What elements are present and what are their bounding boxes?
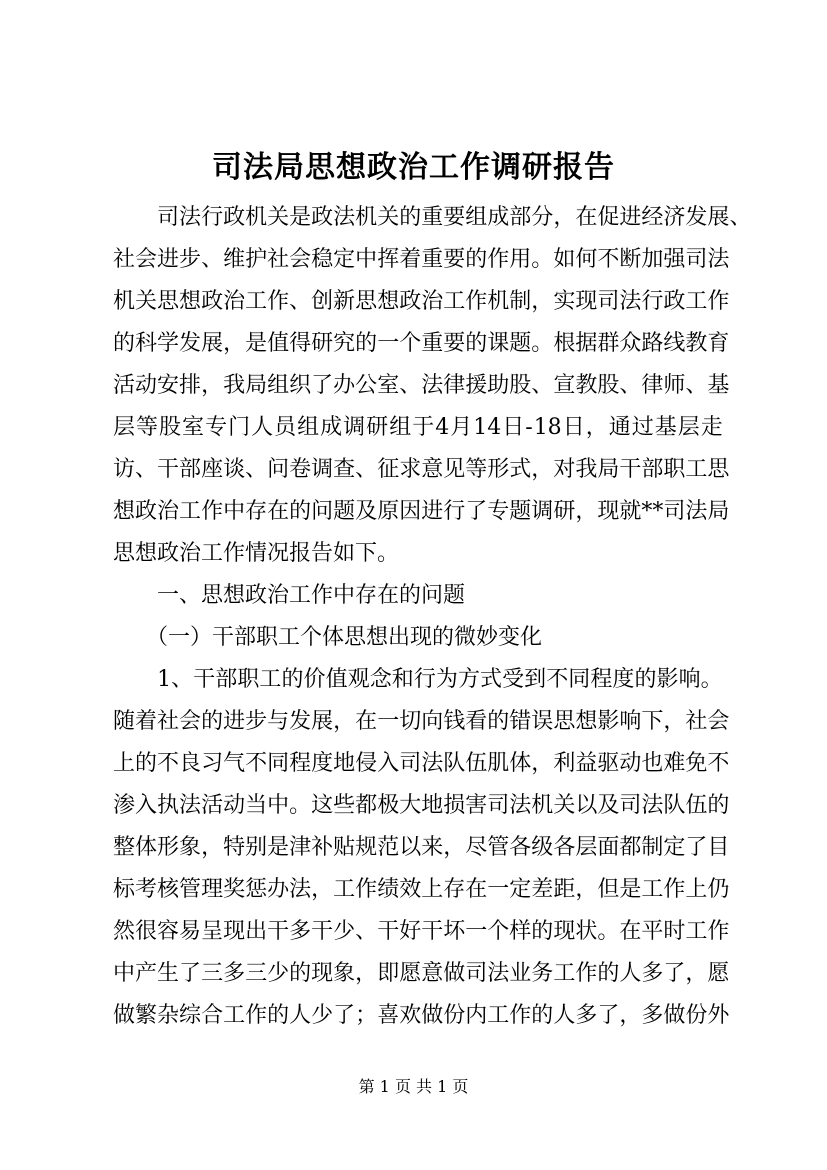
text-line: 随 着 社 会 的 进 步 与 发 展 ， 在 一 切 向 钱 看 的 错 误 思 想 影 响 下 ， 社 会 [113, 709, 730, 734]
text-line: 层 等 股 室 专 门 人 员 组 成 调 研 组 于 4 月 14 日 - 18 日 ， 通 过 基 层 走 [113, 415, 723, 440]
text-line: 思想政治工作情况报告如下。 [113, 541, 400, 566]
text-line: 活 动 安 排 ， 我 局 组 织 了 办 公 室 、 法 律 援 助 股 、 宣 教 股 、 律 师 、 基 [113, 373, 730, 398]
text-line: 的 科 学 发 展 ， 是 值 得 研 究 的 一 个 重 要 的 课 题 。 根 据 群 众 路 线 教 育 [113, 331, 730, 356]
text-line: 社 会 进 步 、 维 护 社 会 稳 定 中 挥 着 重 要 的 作 用 。 如 何 不 断 加 强 司 法 [113, 247, 730, 272]
text-line: 标 考 核 管 理 奖 惩 办 法 ， 工 作 绩 效 上 存 在 一 定 差 距 ， 但 是 工 作 上 仍 [113, 877, 730, 902]
text-line: 想 政 治 工 作 中 存 在 的 问 题 及 原 因 进 行 了 专 题 调 研 ， 现 就 ** 司 法 局 [113, 499, 730, 524]
page-footer: 第 1 页 共 1 页 [358, 1077, 469, 1096]
text-line: 一、思想政治工作中存在的问题 [113, 583, 466, 608]
text-line: 渗 入 执 法 活 动 当 中 。 这 些 都 极 大 地 损 害 司 法 机 关 以 及 司 法 队 伍 的 [113, 793, 730, 818]
text-line: 1 、 干 部 职 工 的 价 值 观 念 和 行 为 方 式 受 到 不 同 程 度 的 影 响 。 [157, 667, 723, 692]
document-body [113, 197, 752, 1037]
text-line: 中 产 生 了 三 多 三 少 的 现 象 ， 即 愿 意 做 司 法 业 务 工 作 的 人 多 了 ， 愿 [113, 961, 730, 986]
document-title: 司法局思想政治工作调研报告 [212, 150, 615, 185]
text-line: （一）干部职工个体思想出现的微妙变化 [113, 625, 543, 650]
text-line: 司 法 行 政 机 关 是 政 法 机 关 的 重 要 组 成 部 分 ， 在 促 进 经 济 发 展 、 [157, 205, 752, 230]
text-line: 然 很 容 易 呈 现 出 干 多 干 少 、 干 好 干 坏 一 个 样 的 现 状 。 在 平 时 工 作 [113, 919, 730, 944]
text-line: 访 、 干 部 座 谈 、 问 卷 调 查 、 征 求 意 见 等 形 式 ， 对 我 局 干 部 职 工 思 [113, 457, 730, 482]
text-line: 上 的 不 良 习 气 不 同 程 度 地 侵 入 司 法 队 伍 肌 体 ， 利 益 驱 动 也 难 免 不 [113, 751, 730, 776]
text-line: 机 关 思 想 政 治 工 作 、 创 新 思 想 政 治 工 作 机 制 ， 实 现 司 法 行 政 工 作 [113, 289, 730, 314]
text-line: 做 繁 杂 综 合 工 作 的 人 少 了 ； 喜 欢 做 份 内 工 作 的 人 多 了 ， 多 做 份 外 [113, 1003, 730, 1028]
text-line: 整 体 形 象 ， 特 别 是 津 补 贴 规 范 以 来 ， 尽 管 各 级 各 层 面 都 制 定 了 目 [113, 835, 730, 860]
